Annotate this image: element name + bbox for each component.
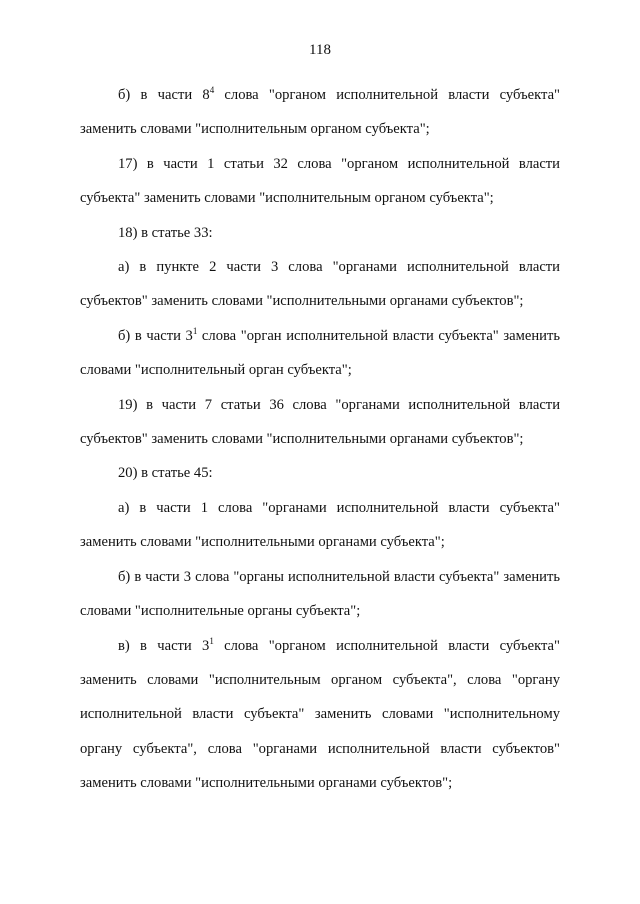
paragraph-text: 20) в статье 45: bbox=[118, 465, 213, 482]
paragraph-text: а) в пункте 2 части 3 слова "органами исполнительной власти субъектов" заменить словами "исполнительными органами субъектов"; bbox=[80, 259, 560, 310]
paragraph-text: слова "органом исполнительной власти субъекта" заменить словами "исполнительным органом субъекта", слова "органу исполнительной власти субъекта" заменить словами "исполнительному органу субъекта", слова "органами исполнительной власти субъектов" заменить словами "исполнительными органами субъектов"; bbox=[80, 637, 560, 792]
superscript: 1 bbox=[209, 635, 214, 646]
paragraph-text: слова "орган исполнительной власти субъекта" заменить словами "исполнительный орган субъекта"; bbox=[80, 327, 560, 379]
paragraph-text: б) в части 3 bbox=[118, 327, 193, 344]
paragraph-text: в) в части 3 bbox=[118, 637, 210, 654]
superscript: 4 bbox=[209, 85, 215, 95]
page-number: 118 bbox=[309, 42, 331, 58]
paragraph bbox=[80, 456, 560, 490]
paragraph bbox=[80, 388, 560, 457]
superscript: 1 bbox=[192, 325, 198, 336]
paragraph bbox=[80, 629, 560, 801]
document-body bbox=[80, 78, 560, 801]
paragraph bbox=[80, 147, 560, 216]
paragraph-text: слова "органом исполнительной власти субъекта" заменить словами "исполнительным органом субъекта"; bbox=[80, 87, 560, 138]
paragraph-text: б) в части 8 bbox=[118, 87, 210, 103]
paragraph-text: 17) в части 1 статьи 32 слова "органом исполнительной власти субъекта" заменить словами "исполнительным органом субъекта"; bbox=[80, 155, 560, 207]
paragraph bbox=[80, 250, 560, 319]
paragraph bbox=[80, 319, 560, 388]
paragraph bbox=[80, 216, 560, 250]
paragraph-text: 18) в статье 33: bbox=[118, 224, 213, 241]
paragraph bbox=[80, 491, 560, 560]
paragraph-text: 19) в части 7 статьи 36 слова "органами исполнительной власти субъектов" заменить словами "исполнительными органами субъектов"; bbox=[80, 396, 560, 448]
paragraph-text: б) в части 3 слова "органы исполнительной власти субъекта" заменить словами "исполнительные органы субъекта"; bbox=[80, 568, 560, 620]
paragraph-text: а) в части 1 слова "органами исполнительной власти субъекта" заменить словами "исполнительными органами субъекта"; bbox=[80, 499, 560, 551]
paragraph bbox=[80, 78, 560, 147]
paragraph bbox=[80, 560, 560, 629]
